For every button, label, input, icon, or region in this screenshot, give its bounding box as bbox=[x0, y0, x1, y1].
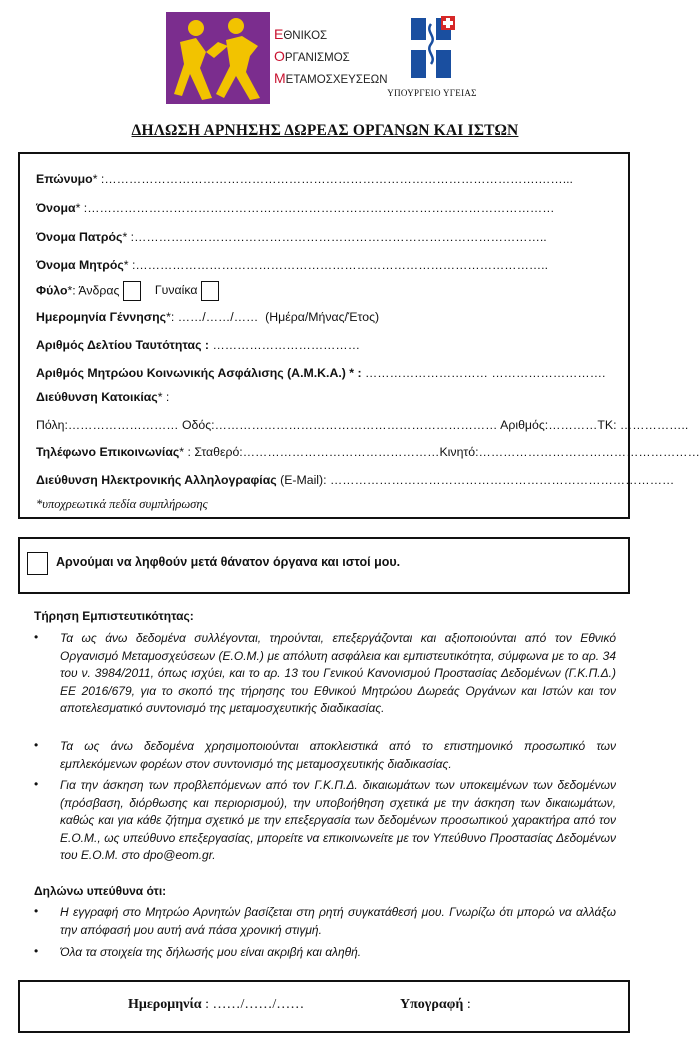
eom-line-2: ΟΡΓΑΝΙΣΜΟΣ bbox=[274, 48, 350, 64]
address-label: Διεύθυνση Κατοικίας* : bbox=[36, 390, 170, 404]
address-line[interactable] bbox=[36, 418, 688, 432]
signature-field[interactable]: Υπογραφή : bbox=[400, 997, 471, 1012]
required-note: *υποχρεωτικά πεδία συμπλήρωσης bbox=[36, 497, 208, 511]
ministry-label: ΥΠΟΥΡΓΕΙΟ ΥΓΕΙΑΣ bbox=[387, 88, 477, 98]
gender-female-label: Γυναίκα bbox=[154, 283, 198, 298]
form-title: ΔΗΛΩΣΗ ΑΡΝΗΣΗΣ ΔΩΡΕΑΣ ΟΡΓΑΝΩΝ ΚΑΙ ΙΣΤΩΝ bbox=[131, 122, 519, 139]
gender-male-label: Άνδρας bbox=[78, 283, 120, 298]
eom-line-3: ΜΕΤΑΜΟΣΧΕΥΣΕΩΝ bbox=[274, 70, 388, 86]
ministry-logo bbox=[395, 14, 475, 89]
mother-name-field[interactable]: Όνομα Μητρός* :……………………………………………………………………………………….. bbox=[36, 258, 549, 272]
refusal-checkbox[interactable] bbox=[27, 552, 48, 575]
father-name-field[interactable]: Όνομα Πατρός* :……………………………………………………………………………………….. bbox=[36, 230, 547, 244]
refusal-box bbox=[18, 537, 630, 594]
eom-logo bbox=[166, 12, 270, 104]
email-field[interactable]: Διεύθυνση Ηλεκτρονικής Αλληλογραφίας (E-Mail): ………………………………………………………………………… bbox=[36, 473, 675, 487]
date-field[interactable]: Ημερομηνία : ……/……/…… bbox=[128, 997, 305, 1012]
declaration-heading: Δηλώνω υπεύθυνα ότι: bbox=[34, 884, 167, 898]
gender-male-checkbox[interactable] bbox=[123, 281, 141, 301]
name-field[interactable]: Όνομα* :…………………………………………………………………………………………………… bbox=[36, 201, 555, 215]
personal-data-box bbox=[18, 152, 700, 519]
refusal-text: Αρνούμαι να ληφθούν μετά θάνατον όργανα και ιστοί μου. bbox=[56, 555, 401, 569]
birth-date-field[interactable]: Ημερομηνία Γέννησης*: ……/……/…… (Ημέρα/Μήνας/Έτος) bbox=[36, 310, 380, 324]
tk-field: ΤΚ: …………….. bbox=[597, 418, 689, 432]
number-field: Αριθμός:………… bbox=[500, 418, 598, 432]
gender-field: Φύλο*: Άνδρας Γυναίκα bbox=[36, 281, 223, 301]
street-field: Οδός:…………………………………………………………… bbox=[181, 418, 498, 432]
id-number-field[interactable]: Αριθμός Δελτίου Ταυτότητας : ……………………………… bbox=[36, 338, 361, 352]
gender-female-checkbox[interactable] bbox=[201, 281, 219, 301]
eom-line-1: ΕΘΝΙΚΟΣ bbox=[274, 26, 328, 42]
signature-box bbox=[18, 980, 630, 1033]
privacy-heading: Τήρηση Εμπιστευτικότητας: bbox=[34, 609, 194, 623]
surname-field[interactable]: Επώνυμο* :…………………………………………………………………………………………….……... bbox=[36, 172, 573, 186]
amka-field[interactable]: Αριθμός Μητρώου Κοινωνικής Ασφάλισης (Α.Μ.Κ.Α.) * : ………………………… ………………………. bbox=[36, 366, 606, 380]
city-field: Πόλη:……………………… bbox=[36, 418, 179, 432]
phone-field[interactable]: Τηλέφωνο Επικοινωνίας* : Σταθερό:…………………………………………Κινητό:……………………………………………… bbox=[36, 445, 700, 459]
eom-wordmark bbox=[274, 24, 388, 90]
